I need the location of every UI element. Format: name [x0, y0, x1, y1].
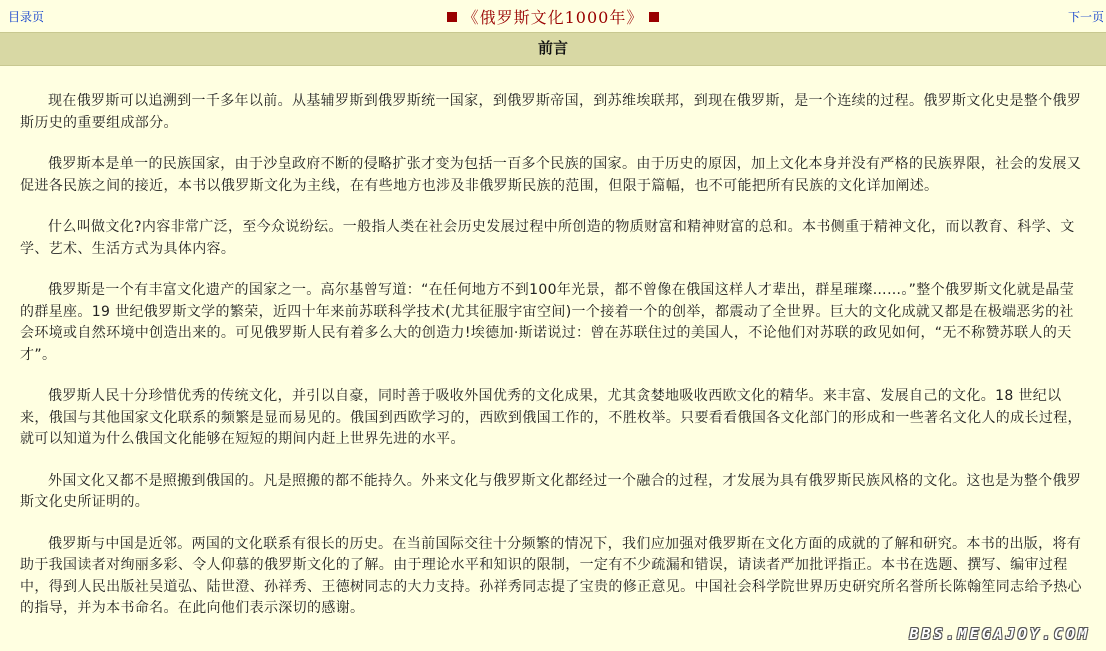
- square-bullet-icon: [649, 12, 659, 22]
- article-body: [0, 66, 1106, 620]
- top-navigation-bar: [0, 0, 1106, 32]
- paragraph: 俄罗斯与中国是近邻。两国的文化联系有很长的历史。在当前国际交往十分频繁的情况下，我们应加强对俄罗斯在文化方面的成就的了解和研究。本书的出版，将有助于我国读者对绚丽多彩、令人仰慕的俄罗斯文化的了解。由于理论水平和知识的限制，一定有不少疏漏和错误，请读者严加批评指正。本书在选题、撰写、编审过程中，得到人民出版社吴道弘、陆世澄、孙祥秀、王德树同志的大力支持。孙祥秀同志提了宝贵的修正意见。中国社会科学院世界历史研究所名誉所长陈翰笙同志给予热心的指导，并为本书命名。在此向他们表示深切的感谢。: [20, 535, 1082, 616]
- site-watermark: BBS.MEGAJOY.COM: [909, 625, 1090, 643]
- paragraph: 外国文化又都不是照搬到俄国的。凡是照搬的都不能持久。外来文化与俄罗斯文化都经过一个融合的过程，才发展为具有俄罗斯民族风格的文化。这也是为整个俄罗斯文化史所证明的。: [20, 472, 1082, 510]
- square-bullet-icon: [447, 12, 457, 22]
- book-title-header: [0, 5, 1106, 28]
- toc-link[interactable]: 目录页: [8, 10, 45, 24]
- paragraph: 俄罗斯是一个有丰富文化遗产的国家之一。高尔基曾写道：“在任何地方不到100年光景，都不曾像在俄国这样人才辈出，群星璀璨……。”整个俄罗斯文化就是晶莹的群星座。19 世纪俄罗斯文学的繁荣，近四十年来前苏联科学技术(尤其征服宇宙空间)一个接着一个的创举，都震动了全世界。巨大的文化成就又都是在极端恶劣的社会环境或自然环境中创造出来的。可见俄罗斯人民有着多么大的创造力!埃德加·斯诺说过：曾在苏联住过的美国人，不论他们对苏联的政见如何，“无不称赞苏联人的天才”。: [20, 282, 1075, 363]
- next-page-link[interactable]: 下一页: [1067, 10, 1104, 24]
- paragraph: 什么叫做文化?内容非常广泛，至今众说纷纭。一般指人类在社会历史发展过程中所创造的物质财富和精神财富的总和。本书侧重于精神文化，而以教育、科学、文学、艺术、生活方式为具体内容。: [20, 219, 1075, 257]
- chapter-title-bar: [0, 32, 1106, 66]
- paragraph: 俄罗斯本是单一的民族国家，由于沙皇政府不断的侵略扩张才变为包括一百多个民族的国家。由于历史的原因，加上文化本身并没有严格的民族界限，社会的发展又促进各民族之间的接近，本书以俄罗斯文化为主线，在有些地方也涉及非俄罗斯民族的范围，但限于篇幅，也不可能把所有民族的文化详加阐述。: [20, 156, 1082, 194]
- paragraph: 俄罗斯人民十分珍惜优秀的传统文化，并引以自豪，同时善于吸收外国优秀的文化成果，尤其贪婪地吸收西欧文化的精华。来丰富、发展自己的文化。18 世纪以来，俄国与其他国家文化联系的频繁是显而易见的。俄国到西欧学习的，西欧到俄国工作的，不胜枚举。只要看看俄国各文化部门的形成和一些著名文化人的成长过程，就可以知道为什么俄国文化能够在短短的期间内赶上世界先进的水平。: [20, 388, 1082, 447]
- chapter-title: 前言: [537, 39, 568, 57]
- paragraph: 现在俄罗斯可以追溯到一千多年以前。从基辅罗斯到俄罗斯统一国家，到俄罗斯帝国，到苏维埃联邦，到现在俄罗斯，是一个连续的过程。俄罗斯文化史是整个俄罗斯历史的重要组成部分。: [20, 93, 1082, 131]
- book-title: 《俄罗斯文化1000年》: [462, 8, 644, 27]
